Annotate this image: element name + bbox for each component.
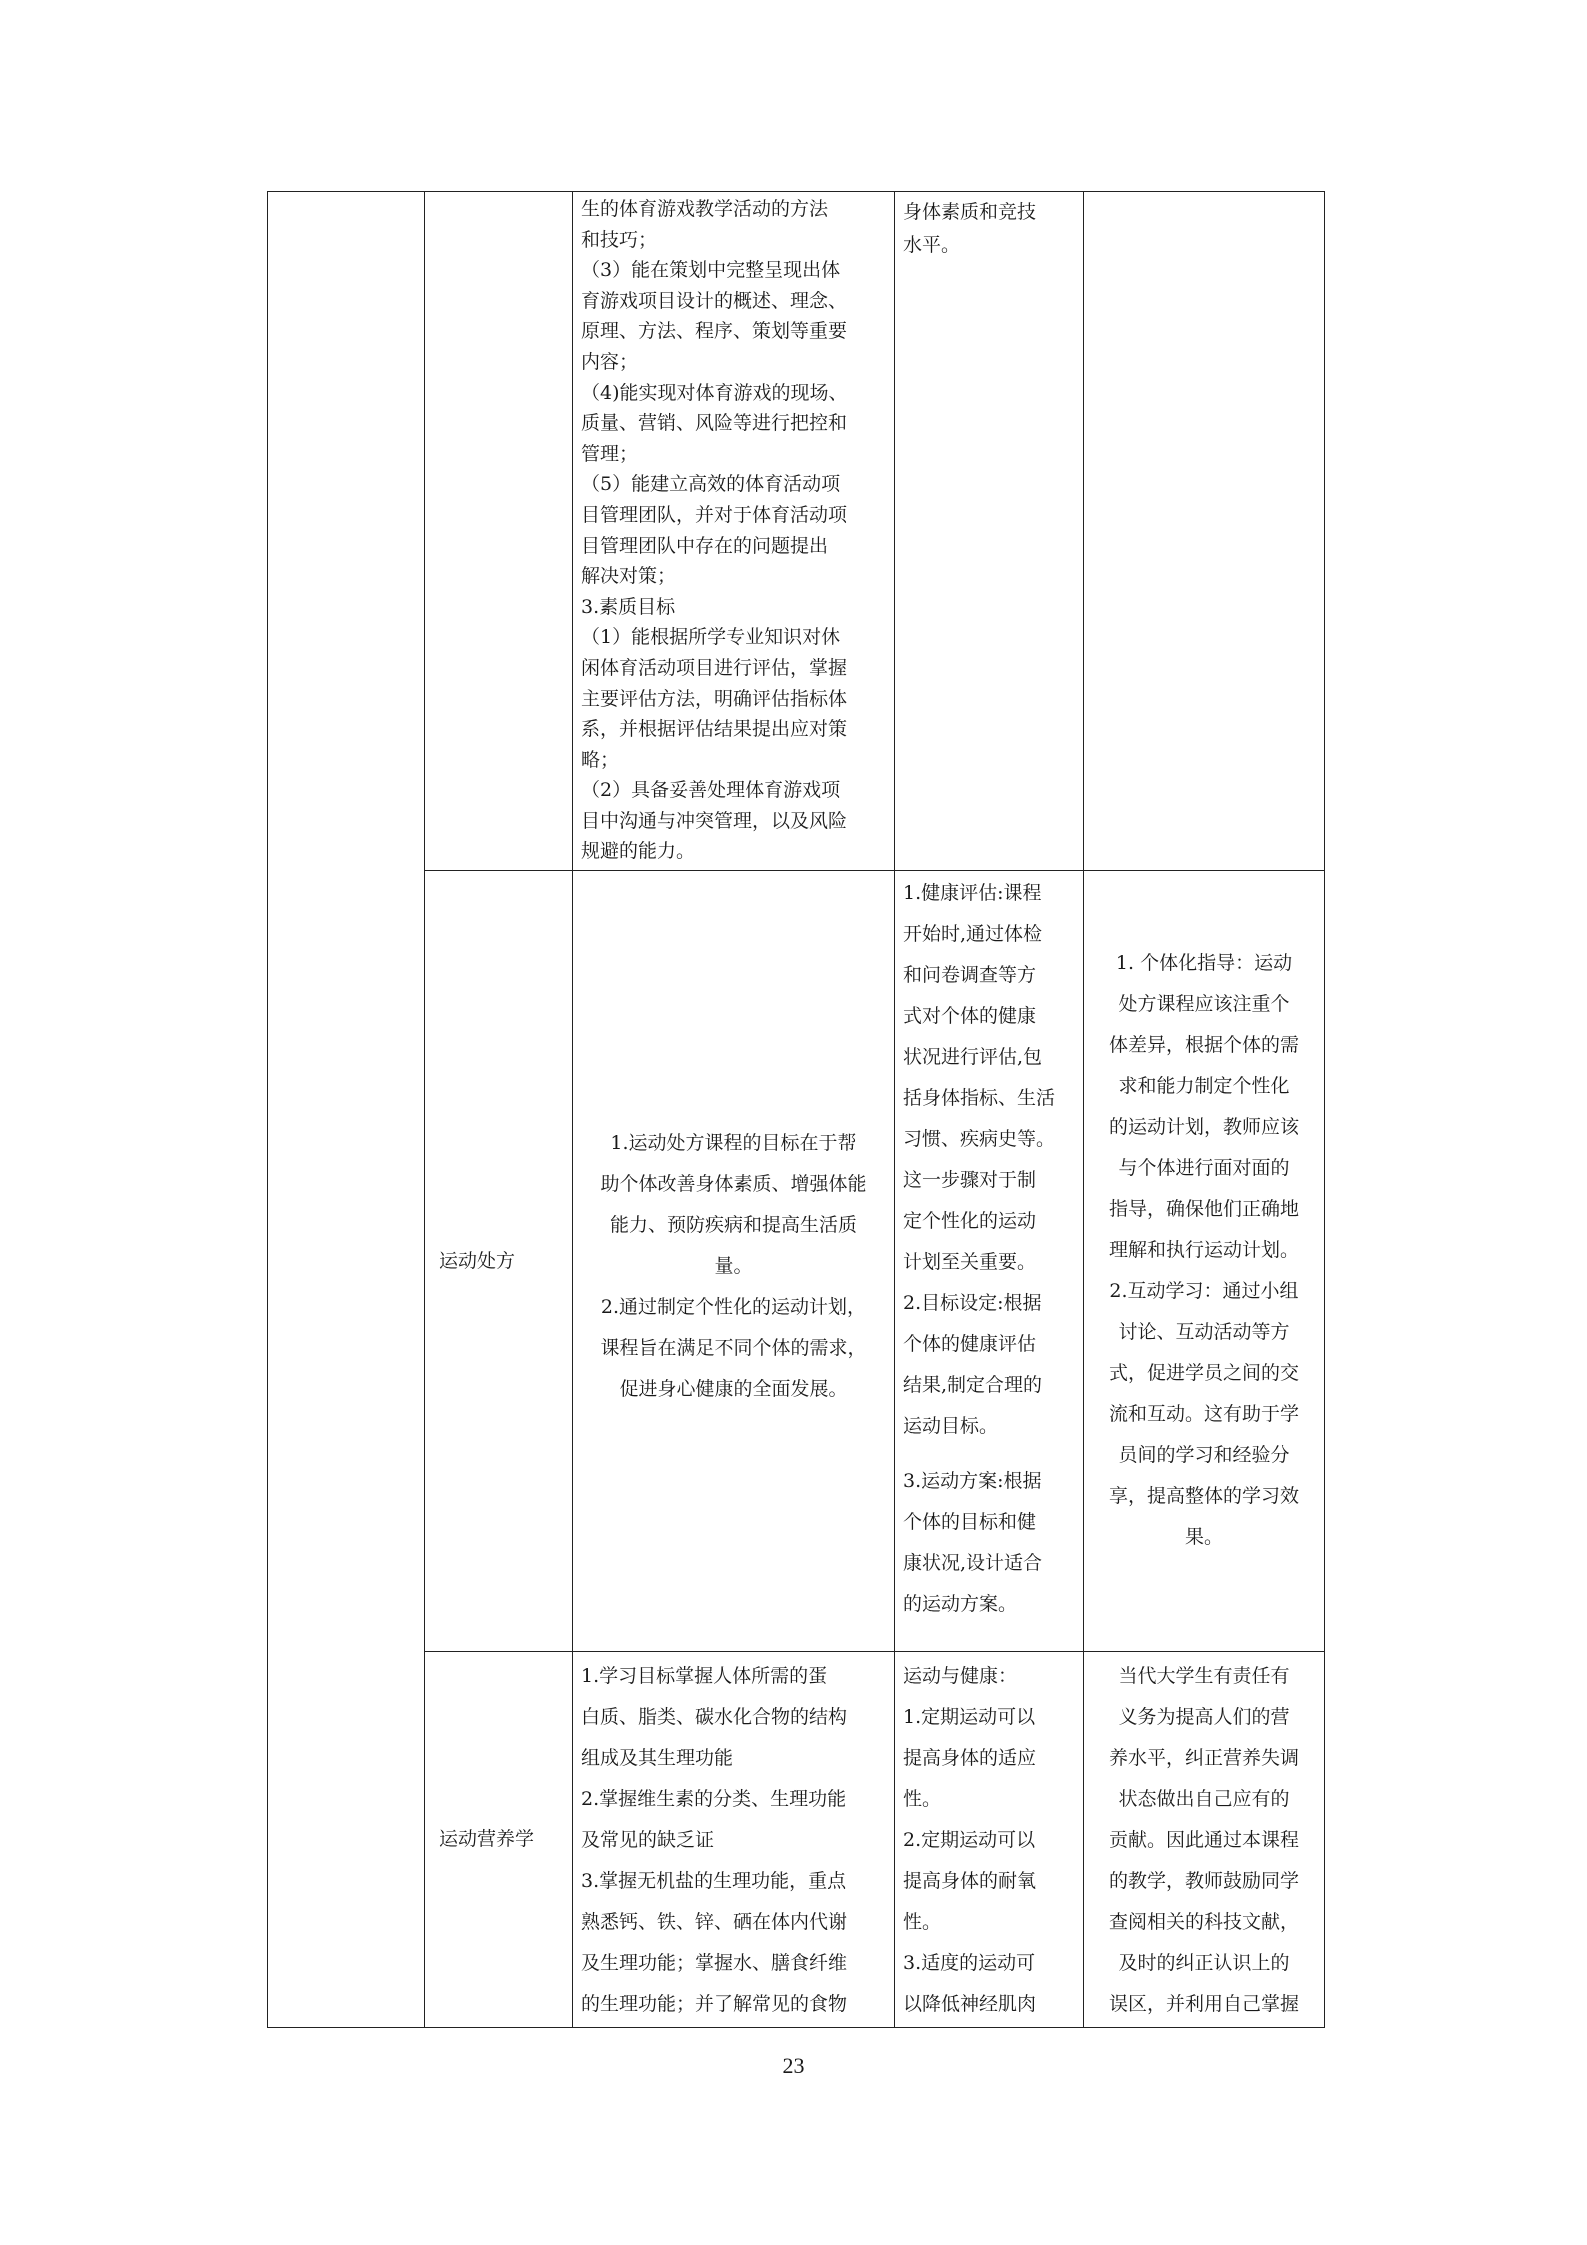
text-line: 和技巧；	[581, 228, 658, 251]
text-line: 运动与健康：	[903, 1665, 1018, 1687]
text-line: 3.掌握无机盐的生理功能，重点	[581, 1870, 847, 1892]
text-line: （4)能实现对体育游戏的现场、	[581, 381, 848, 404]
text-line: 义务为提高人们的营	[1118, 1706, 1290, 1728]
text-line: 结果,制定合理的	[903, 1374, 1043, 1396]
text-line: 贡献。因此通过本课程	[1108, 1829, 1299, 1851]
text-line: 略；	[581, 748, 620, 771]
text-line: 运动目标。	[903, 1415, 999, 1437]
text-line: 求和能力制定个性化	[1118, 1075, 1290, 1097]
text-line: 的生理功能；并了解常见的食物	[581, 1993, 848, 2015]
text-line: 状况进行评估,包	[903, 1046, 1043, 1068]
text-line: 3.素质目标	[581, 595, 676, 618]
table-row	[268, 192, 1325, 871]
content-cell	[895, 1652, 1084, 2028]
text-line: 3.运动方案:根据	[903, 1470, 1042, 1492]
text-line: 2.目标设定:根据	[903, 1292, 1042, 1314]
text-line: 和问卷调查等方	[903, 964, 1037, 986]
text-line: （1）能根据所学专业知识对休	[581, 626, 841, 649]
text-line: 享，提高整体的学习效	[1108, 1485, 1299, 1507]
text-line: 育游戏项目设计的概述、理念、	[581, 289, 848, 312]
text-line: 生的体育游戏教学活动的方法	[581, 198, 829, 220]
text-line: 的运动计划，教师应该	[1108, 1116, 1299, 1138]
text-line: 提高身体的适应	[903, 1747, 1037, 1769]
objectives-cell	[573, 871, 895, 1652]
text-line: 主要评估方法，明确评估指标体	[581, 687, 848, 710]
text-line: 习惯、疾病史等。	[903, 1128, 1056, 1150]
table-row	[268, 1652, 1325, 2028]
content-cell	[895, 192, 1084, 871]
text-line: 规避的能力。	[581, 840, 696, 863]
text-line: 1. 个体化指导：运动	[1115, 952, 1293, 974]
text-line: 计划至关重要。	[903, 1251, 1037, 1273]
text-line: 状态做出自己应有的	[1118, 1788, 1290, 1810]
text-line: （5）能建立高效的体育活动项	[581, 473, 841, 496]
objectives-cell	[573, 192, 895, 871]
text-line: 2.互动学习：通过小组	[1109, 1280, 1299, 1302]
text-line: 误区，并利用自己掌握	[1108, 1993, 1299, 2015]
table-row	[268, 871, 1325, 1652]
text-line: 与个体进行面对面的	[1118, 1157, 1290, 1179]
text-line: 目管理团队中存在的问题提出	[581, 534, 829, 557]
text-line: 理解和执行运动计划。	[1108, 1239, 1299, 1261]
text-line: 性。	[903, 1788, 942, 1810]
text-line: 查阅相关的科技文献，	[1108, 1911, 1299, 1933]
text-line: 的教学，教师鼓励同学	[1108, 1870, 1299, 1892]
text-line: 管理；	[581, 442, 639, 465]
text-line: 及生理功能；掌握水、膳食纤维	[581, 1952, 848, 1974]
text-line: 讨论、互动活动等方	[1118, 1321, 1290, 1343]
text-line: 的运动方案。	[903, 1593, 1018, 1615]
text-line: 质量、营销、风险等进行把控和	[581, 412, 848, 435]
text-line: 员间的学习和经验分	[1118, 1444, 1290, 1466]
category-cell	[268, 192, 425, 2028]
text-line: 1.学习目标掌握人体所需的蛋	[581, 1665, 828, 1687]
text-line: 1.定期运动可以	[903, 1706, 1036, 1728]
course-name-cell	[425, 192, 573, 871]
text-line: 体差异，根据个体的需	[1108, 1034, 1299, 1056]
text-line: 系，并根据评估结果提出应对策	[581, 718, 848, 741]
text-line: 处方课程应该注重个	[1118, 993, 1290, 1015]
method-cell	[1084, 871, 1325, 1652]
text-line: 流和互动。这有助于学	[1108, 1403, 1299, 1425]
text-line: 当代大学生有责任有	[1118, 1665, 1290, 1687]
text-line: 组成及其生理功能	[581, 1747, 734, 1769]
text-line: 果。	[1184, 1526, 1223, 1548]
text-line: 养水平，纠正营养失调	[1108, 1747, 1299, 1769]
text-line: 原理、方法、程序、策划等重要	[581, 320, 848, 343]
text-line: 白质、脂类、碳水化合物的结构	[581, 1706, 848, 1728]
text-line: 2.通过制定个性化的运动计划，	[600, 1296, 867, 1318]
text-line: 解决对策；	[581, 565, 677, 588]
text-line: 目中沟通与冲突管理，以及风险	[581, 809, 848, 832]
method-cell	[1084, 192, 1325, 871]
course-name-cell	[425, 871, 573, 1652]
text-line: 括身体指标、生活	[903, 1087, 1056, 1109]
text-line: 2.掌握维生素的分类、生理功能	[581, 1788, 847, 1810]
text-line: 及常见的缺乏证	[581, 1829, 715, 1851]
text-line: 量。	[714, 1255, 753, 1277]
text-line: （3）能在策划中完整呈现出体	[581, 259, 841, 282]
text-line: 内容；	[581, 350, 639, 373]
text-line: 2.定期运动可以	[903, 1829, 1036, 1851]
content-cell	[895, 871, 1084, 1652]
objectives-cell	[573, 1652, 895, 2028]
course-name-cell	[425, 1652, 573, 2028]
text-line: 式，促进学员之间的交	[1108, 1362, 1299, 1384]
text-line: 闲体育活动项目进行评估，掌握	[581, 656, 848, 679]
course-name: 运动营养学	[439, 1828, 535, 1850]
text-line: 熟悉钙、铁、锌、硒在体内代谢	[581, 1911, 848, 1933]
text-line: 3.适度的运动可	[903, 1952, 1036, 1974]
text-line: 课程旨在满足不同个体的需求，	[600, 1337, 867, 1359]
text-line: 及时的纠正认识上的	[1118, 1952, 1290, 1974]
text-line: 定个性化的运动	[903, 1210, 1037, 1232]
text-line: 目管理团队，并对于体育活动项	[581, 503, 848, 526]
text-line: 个体的目标和健	[903, 1511, 1037, 1533]
text-line: 能力、预防疾病和提高生活质	[609, 1214, 857, 1236]
page-number: 23	[782, 2053, 805, 2078]
text-line: 式对个体的健康	[903, 1005, 1037, 1027]
text-line: 开始时,通过体检	[903, 923, 1043, 945]
text-line: 助个体改善身体素质、增强体能	[600, 1173, 867, 1195]
curriculum-table	[267, 191, 1325, 2028]
text-line: 水平。	[903, 234, 961, 256]
text-line: 提高身体的耐氧	[903, 1870, 1037, 1892]
text-line: （2）具备妥善处理体育游戏项	[581, 779, 841, 802]
course-name: 运动处方	[439, 1249, 516, 1272]
text-line: 1.运动处方课程的目标在于帮	[610, 1132, 857, 1154]
text-line: 康状况,设计适合	[903, 1552, 1043, 1574]
text-line: 促进身心健康的全面发展。	[619, 1378, 848, 1400]
text-line: 1.健康评估:课程	[903, 882, 1042, 904]
text-line: 指导，确保他们正确地	[1108, 1198, 1299, 1220]
text-line: 以降低神经肌肉	[903, 1993, 1037, 2015]
text-line: 性。	[903, 1911, 942, 1933]
text-line: 身体素质和竞技	[903, 201, 1037, 223]
text-line: 个体的健康评估	[903, 1333, 1037, 1355]
method-cell	[1084, 1652, 1325, 2028]
text-line: 这一步骤对于制	[903, 1169, 1037, 1191]
